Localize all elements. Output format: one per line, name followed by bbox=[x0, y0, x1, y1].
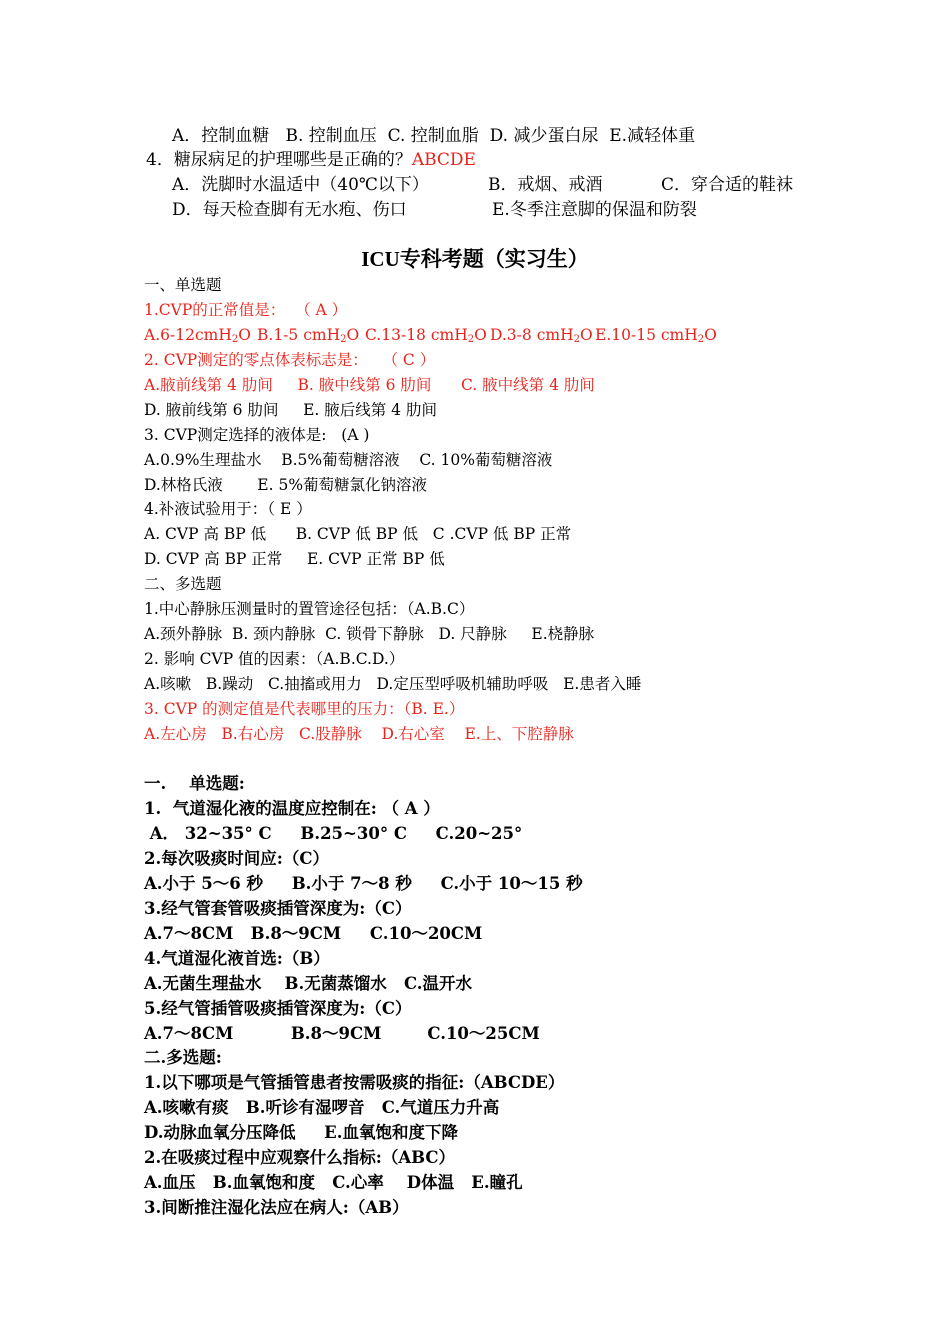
question: 2.在吸痰过程中应观察什么指标:（ABC） bbox=[144, 1148, 456, 1167]
question: 3.经气管套管吸痰插管深度为:（C） bbox=[144, 899, 412, 918]
option-line: A. CVP 高 BP 低 B. CVP 低 BP 低 C .CVP 低 BP 正常 bbox=[144, 525, 572, 543]
option-line: A．洗脚时水温适中（40℃以下） B．戒烟、戒酒 C．穿合适的鞋袜 bbox=[172, 175, 794, 195]
option-line: D. 腋前线第 6 肋间 E. 腋后线第 4 肋间 bbox=[144, 401, 437, 419]
question-diabetic-foot bbox=[146, 152, 476, 169]
option-line: A.0.9%生理盐水 B.5%葡萄糖溶液 C. 10%葡萄糖溶液 bbox=[144, 451, 553, 469]
option-line: D.林格氏液 E. 5%葡萄糖氯化钠溶液 bbox=[144, 476, 428, 494]
previous-question-options: A．控制血糖 B. 控制血压 C. 控制血脂 D. 减少蛋白尿 E.减轻体重 bbox=[172, 126, 696, 146]
question: 3.间断推注湿化法应在病人:（AB） bbox=[144, 1198, 409, 1217]
option-line: A.6-12cmH$_2$O B.1-5 cmH$_2$O C.13-18 cmH$_2$O D.3-8 cmH$_2$O E.10-15 cmH$_2$O bbox=[144, 326, 717, 345]
question-text: 4．糖尿病足的护理哪些是正确的？ bbox=[146, 150, 412, 170]
option-line: A． 32~35° C B.25~30° C C.20~25° bbox=[144, 824, 523, 843]
question: 2. CVP测定的零点体表标志是： （ C ） bbox=[144, 351, 436, 369]
question: 1. 气道湿化液的温度应控制在: （ A ） bbox=[144, 799, 440, 818]
option-line: A.血压 B.血氧饱和度 C.心率 D体温 E.瞳孔 bbox=[144, 1173, 523, 1192]
question: 3. CVP测定选择的液体是: (A ) bbox=[144, 426, 370, 444]
question: 4.补液试验用于：（ E ） bbox=[144, 500, 312, 518]
question: 1.CVP的正常值是： （ A ） bbox=[144, 301, 348, 319]
option-line: A.咳嗽 B.躁动 C.抽搐或用力 D.定压型呼吸机辅助呼吸 E.患者入睡 bbox=[144, 675, 642, 693]
section-heading: 二、多选题 bbox=[144, 575, 222, 593]
option-line: A.7～8CM B.8～9CM C.10～20CM bbox=[144, 924, 483, 943]
option-line: A.左心房 B.右心房 C.股静脉 D.右心室 E.上、下腔静脉 bbox=[144, 725, 574, 743]
question: 1.以下哪项是气管插管患者按需吸痰的指征:（ABCDE） bbox=[144, 1073, 565, 1092]
option-line: A.无菌生理盐水 B.无菌蒸馏水 C.温开水 bbox=[144, 974, 473, 993]
option-line: A.7～8CM B.8～9CM C.10～25CM bbox=[144, 1024, 540, 1043]
question: 2. 影响 CVP 值的因素：（A.B.C.D.） bbox=[144, 650, 405, 668]
question: 3. CVP 的测定值是代表哪里的压力：（B. E.） bbox=[144, 700, 465, 718]
question: 1.中心静脉压测量时的置管途径包括：（A.B.C） bbox=[144, 600, 475, 618]
option-line: A.颈外静脉 B. 颈内静脉 C. 锁骨下静脉 D. 尺静脉 E.桡静脉 bbox=[144, 625, 595, 643]
answer-text: ABCDE bbox=[411, 150, 476, 170]
page-title: ICU专科考题（实习生） bbox=[361, 247, 589, 271]
option-line: A.小于 5～6 秒 B.小于 7～8 秒 C.小于 10～15 秒 bbox=[144, 874, 583, 893]
option-line: D.动脉血氧分压降低 E.血氧饱和度下降 bbox=[144, 1123, 459, 1142]
section-heading: 二.多选题: bbox=[144, 1048, 222, 1067]
option-line: D. CVP 高 BP 正常 E. CVP 正常 BP 低 bbox=[144, 550, 445, 568]
option-line: A.咳嗽有痰 B.听诊有湿啰音 C.气道压力升高 bbox=[144, 1098, 500, 1117]
option-line: D．每天检查脚有无水疱、伤口 E.冬季注意脚的保温和防裂 bbox=[172, 200, 697, 220]
question: 4.气道湿化液首选:（B） bbox=[144, 949, 330, 968]
option-line: A.腋前线第 4 肋间 B. 腋中线第 6 肋间 C. 腋中线第 4 肋间 bbox=[144, 376, 595, 394]
question: 5.经气管插管吸痰插管深度为:（C） bbox=[144, 999, 412, 1018]
question: 2.每次吸痰时间应:（C） bbox=[144, 849, 329, 868]
section-heading: 一、单选题 bbox=[144, 276, 222, 294]
section-heading: 一. 单选题: bbox=[144, 774, 245, 793]
